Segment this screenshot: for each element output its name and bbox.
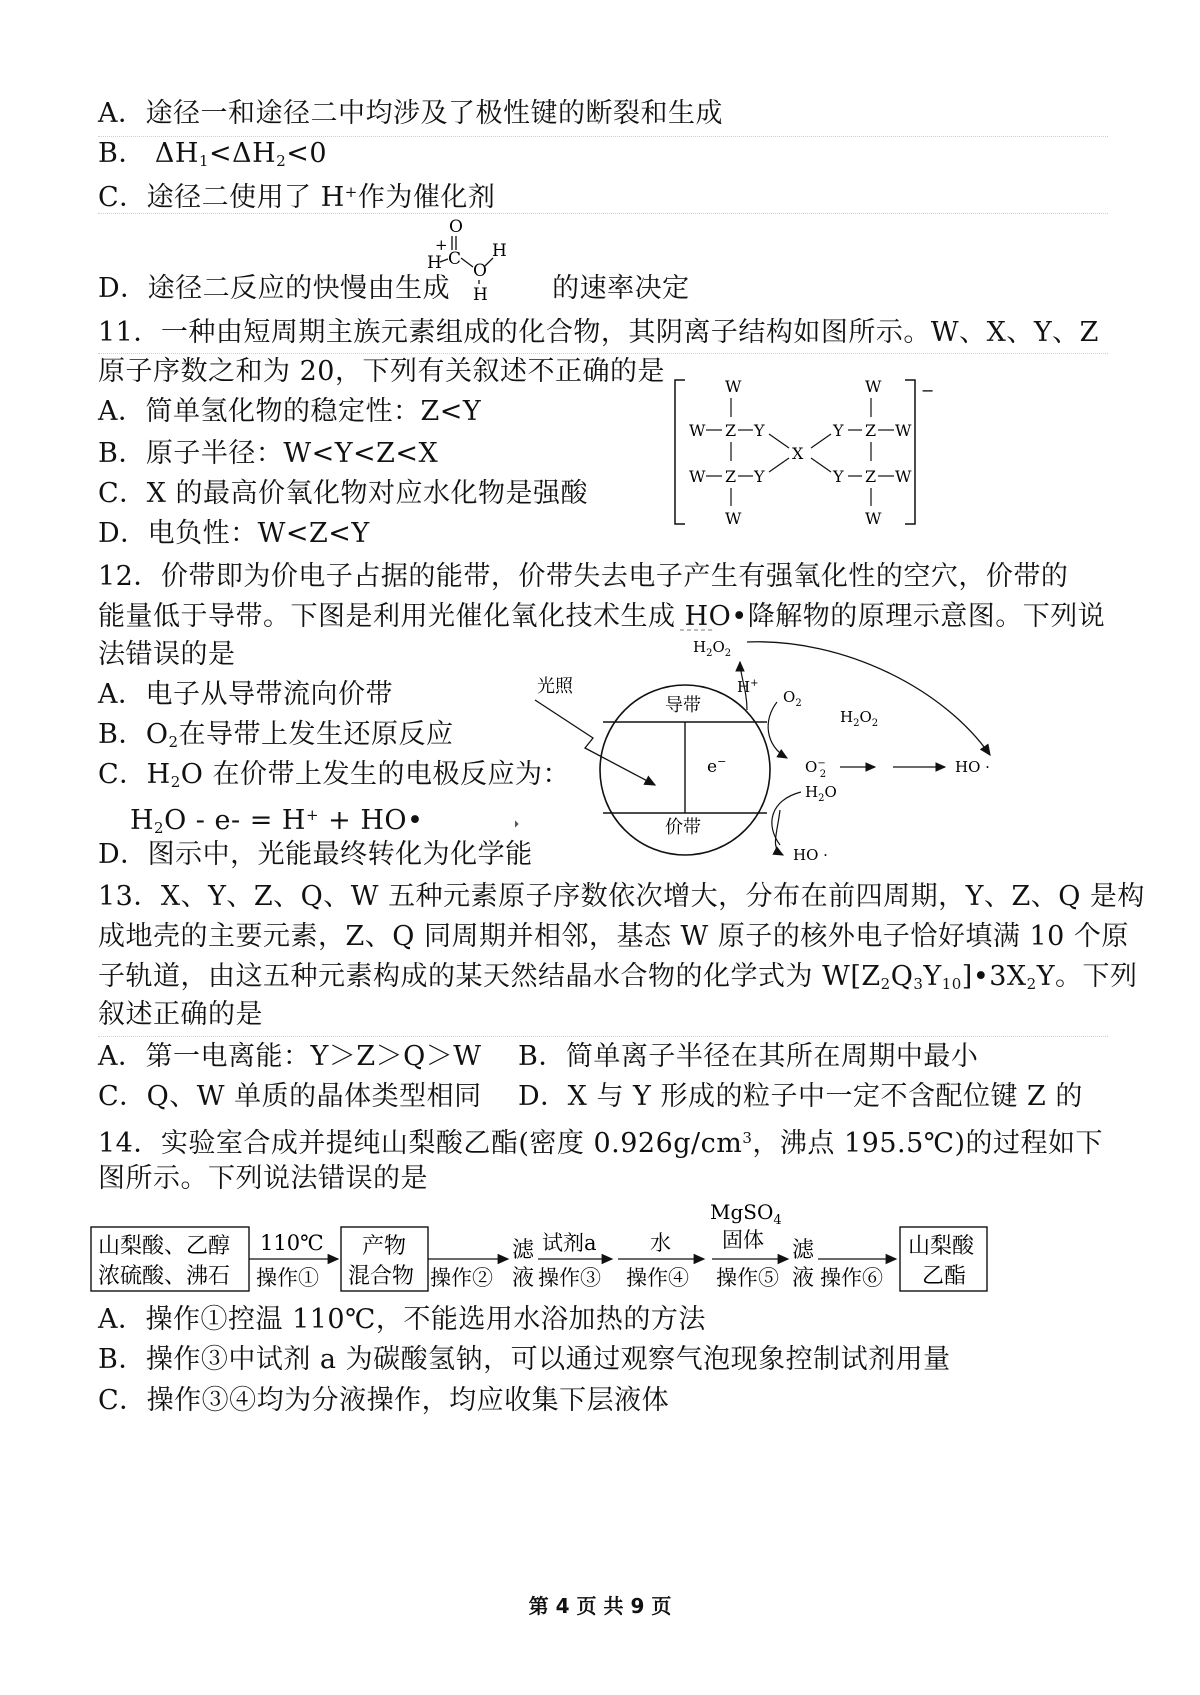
arrow5-reagent-state: 固体	[722, 1228, 764, 1252]
box3-line1: 山梨酸	[908, 1234, 975, 1259]
box2-line2: 混合物	[348, 1264, 415, 1289]
box1-line1: 山梨酸、乙醇	[98, 1234, 231, 1259]
struct-h-left: H	[427, 253, 442, 273]
photocatalysis-diagram	[515, 620, 1115, 895]
q12-option-c: C．$H_2O$ 在价带上发生的电极反应为：	[98, 759, 570, 791]
superoxide-label: O− 2	[805, 758, 827, 780]
q11-option-a: A．简单氢化物的稳定性：Z<Y	[98, 396, 482, 427]
box2-line1: 产物	[362, 1234, 407, 1259]
arrow4-op: 操作④	[626, 1266, 689, 1290]
atom-z: Z	[865, 421, 877, 440]
q13-stem-line3: 子轨道，由这五种元素构成的某天然结晶水合物的化学式为 $W[Z_2Q_3Y_{10}]•3X_2Y$。下列	[98, 961, 1138, 993]
atom-w: W	[895, 467, 912, 486]
q10-option-b: B． $\Delta H_1<\Delta H_2<0$	[98, 138, 328, 170]
q14-option-b: B．操作③中试剂 a 为碳酸氢钠，可以通过观察气泡现象控制试剂用量	[98, 1344, 951, 1375]
q11-stem-line1: 11．一种由短周期主族元素组成的化合物，其阴离子结构如图所示。W、X、Y、Z	[98, 317, 1099, 348]
arrow5-reagent: MgSO$_4$	[710, 1200, 782, 1228]
struct-o: O	[473, 261, 487, 281]
struct-h-right: H	[492, 241, 507, 261]
line-separator	[98, 353, 1108, 354]
ho-radical-bottom: HO ·	[793, 846, 828, 864]
q12-stem-line3: 法错误的是	[98, 639, 236, 670]
box1-line2: 浓硫酸、沸石	[98, 1264, 231, 1289]
atom-w: W	[895, 421, 912, 440]
atom-z: Z	[725, 467, 737, 486]
box3-line2: 乙酯	[922, 1264, 967, 1289]
q12-equation: $H_2O - e- = H^+$ + HO•	[130, 805, 424, 837]
valence-band-label: 价带	[665, 817, 701, 838]
arrow3-op: 操作③	[538, 1266, 601, 1290]
filtrate1-bot: 液	[512, 1266, 535, 1291]
conduction-band-label: 导带	[665, 695, 701, 716]
page-footer: 第 4 页 共 9 页	[528, 1594, 672, 1618]
line-separator	[98, 1036, 1108, 1037]
q10-option-a: A．途径一和途径二中均涉及了极性键的断裂和生成	[98, 98, 723, 129]
q12-option-d: D．图示中，光能最终转化为化学能	[98, 839, 533, 870]
q12-stem-line1: 12．价带即为价电子占据的能带，价带失去电子产生有强氧化性的空穴，价带的	[98, 561, 1069, 592]
arrow1-label: 110℃	[260, 1231, 324, 1255]
q13-stem-line2: 成地壳的主要元素，Z、Q 同周期并相邻，基态 W 原子的核外电子恰好填满 10 个原	[98, 921, 1129, 952]
q11-option-d: D．电负性：W<Z<Y	[98, 518, 370, 549]
q12-stem-line2: 能量低于导带。下图是利用光催化氧化技术生成 HO•降解物的原理示意图。下列说	[98, 601, 1106, 632]
filtrate2-top: 滤	[792, 1238, 815, 1263]
atom-y: Y	[833, 467, 844, 486]
atom-w: W	[865, 509, 882, 528]
q14-stem-line2: 图所示。下列说法错误的是	[98, 1163, 428, 1194]
atom-w: W	[725, 377, 742, 396]
q14-stem-line1: 14．实验室合成并提纯山梨酸乙酯(密度 $0.926g/cm^3$，沸点 195.5℃)的过程如下	[98, 1128, 1104, 1159]
q11-option-b: B．原子半径：W<Y<Z<X	[98, 438, 439, 469]
h2o-label: $H_2O$	[805, 783, 837, 804]
h2o2-top-label: $H_2O_2$	[693, 638, 732, 659]
h2o2-mid-label: $H_2O_2$	[840, 708, 879, 729]
anion-charge: −	[921, 381, 935, 400]
q13-stem-line1: 13．X、Y、Z、Q、W 五种元素原子序数依次增大，分布在前四周期，Y、Z、Q 是构	[98, 881, 1145, 912]
atom-w: W	[725, 509, 742, 528]
struct-o-top: O	[449, 217, 463, 237]
light-label: 光照	[537, 676, 573, 697]
atom-z: Z	[865, 467, 877, 486]
q13-option-b: B．简单离子半径在其所在周期中最小	[518, 1041, 979, 1072]
atom-y: Y	[754, 421, 765, 440]
anion-structure-diagram	[665, 372, 955, 537]
filtrate1-top: 滤	[512, 1238, 535, 1263]
struct-plus: +	[435, 236, 448, 254]
scan-mark	[515, 818, 519, 829]
line-separator	[98, 213, 1108, 214]
q14-option-a: A．操作①控温 110℃，不能选用水浴加热的方法	[98, 1304, 706, 1335]
q13-option-c: C．Q、W 单质的晶体类型相同	[98, 1081, 482, 1112]
arrow6-op: 操作⑥	[820, 1266, 883, 1290]
q14-option-c: C．操作③④均为分液操作，均应收集下层液体	[98, 1385, 670, 1416]
atom-z: Z	[725, 421, 737, 440]
arrow2-op: 操作②	[430, 1266, 493, 1290]
q11-stem-line2: 原子序数之和为 20，下列有关叙述不正确的是	[98, 356, 665, 387]
q11-option-c: C．X 的最高价氧化物对应水化物是强酸	[98, 478, 588, 509]
atom-y: Y	[833, 421, 844, 440]
arrow4-label: 水	[650, 1231, 671, 1255]
atom-y: Y	[754, 467, 765, 486]
arrow3-label: 试剂a	[542, 1231, 597, 1255]
q10-option-c: C．途径二使用了 H+作为催化剂	[98, 182, 496, 213]
q10-option-d: D．途径二反应的快慢由生成 的速率决定	[98, 273, 690, 304]
atom-w: W	[689, 421, 706, 440]
h-plus-label: H+	[737, 678, 759, 696]
q12-option-a: A．电子从导带流向价带	[98, 679, 393, 710]
q12-option-b: B．$O_2$在导带上发生还原反应	[98, 719, 454, 751]
o2-label: $O_2$	[783, 688, 802, 709]
filtrate2-bot: 液	[792, 1266, 815, 1291]
atom-w: W	[865, 377, 882, 396]
arrow1-op: 操作①	[256, 1266, 319, 1290]
synthesis-flowchart	[88, 1195, 1098, 1305]
atom-w: W	[689, 467, 706, 486]
q13-stem-line4: 叙述正确的是	[98, 999, 263, 1030]
arrow5-op: 操作⑤	[716, 1266, 779, 1290]
struct-c: C	[448, 249, 462, 269]
q13-option-a: A．第一电离能：Y＞Z＞Q＞W	[98, 1041, 482, 1072]
atom-x: X	[792, 444, 804, 463]
q13-option-d: D．X 与 Y 形成的粒子中一定不含配位键 Z 的	[518, 1081, 1083, 1112]
struct-h-bottom: H	[473, 285, 488, 302]
electron-label: e−	[707, 755, 727, 777]
ho-radical-right: HO ·	[955, 758, 990, 776]
